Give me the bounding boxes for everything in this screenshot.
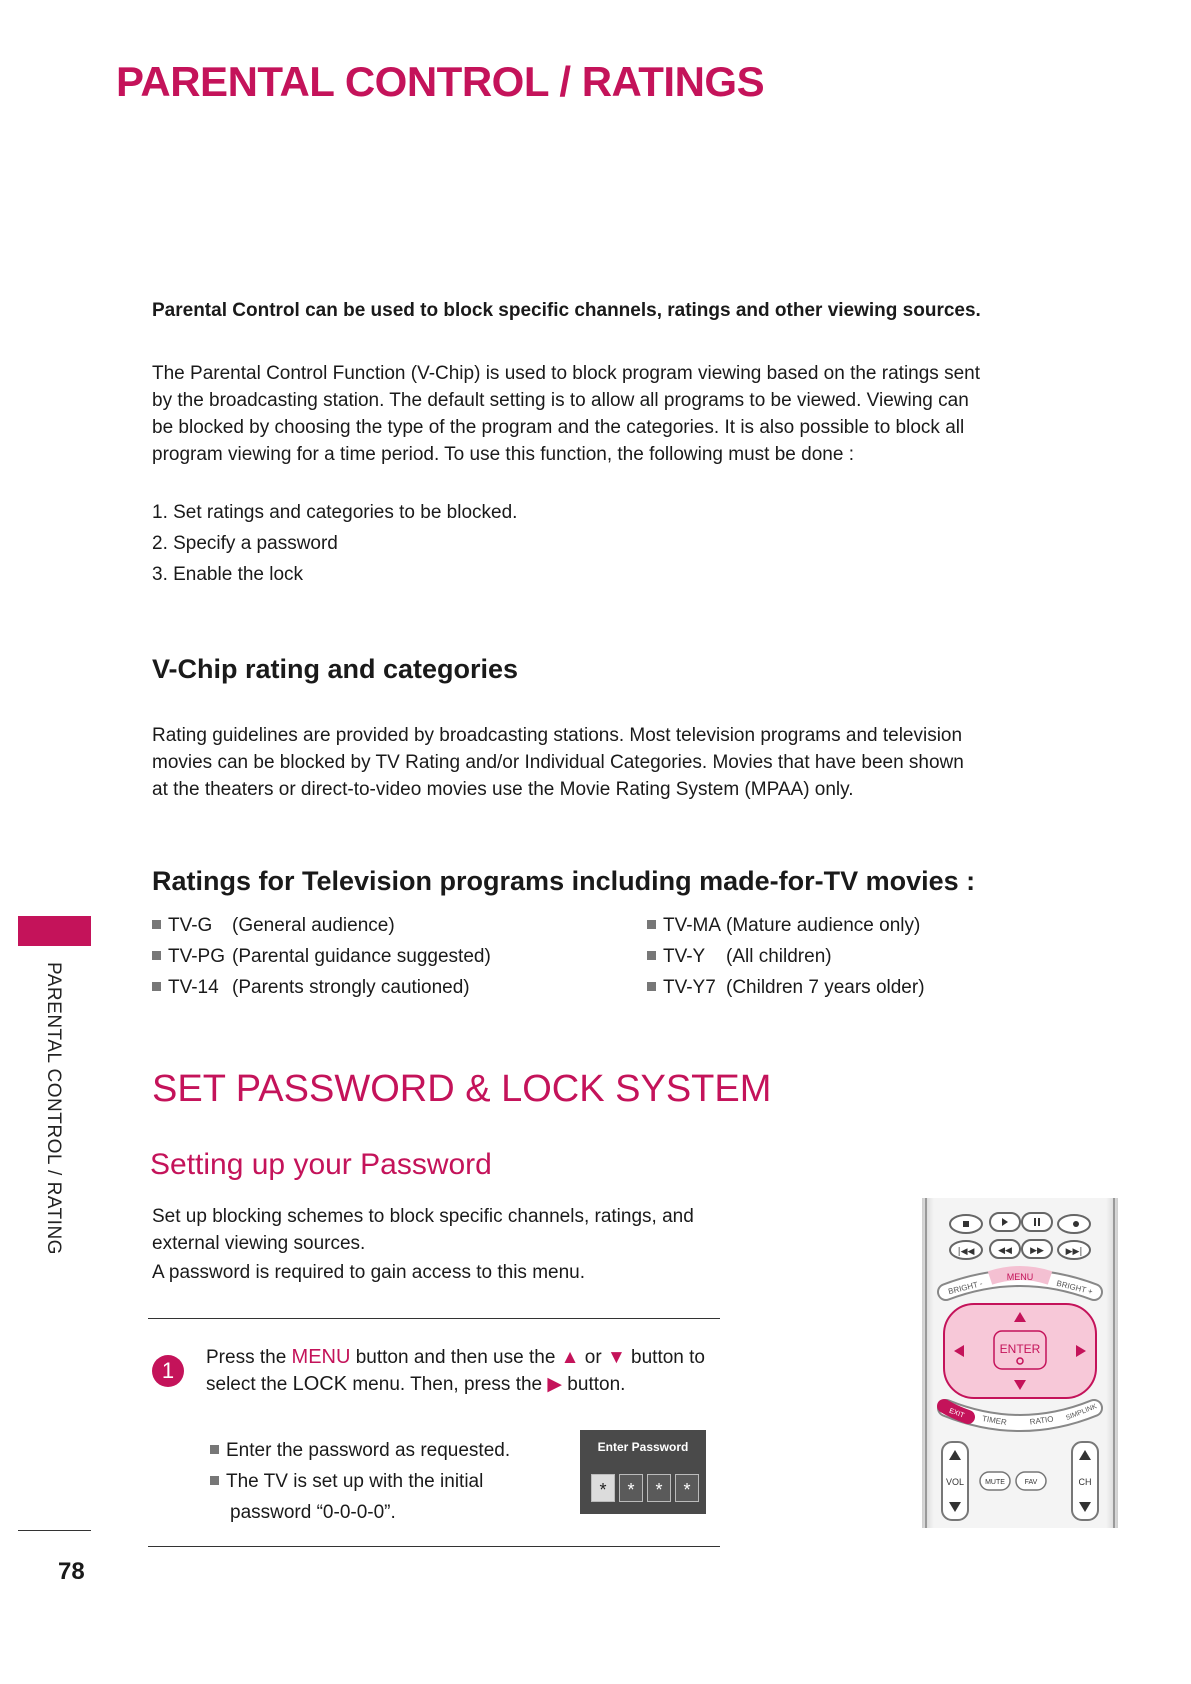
menu-keyword: MENU [291, 1346, 351, 1368]
enter-label: ENTER [999, 1342, 1041, 1356]
bullet-square [647, 951, 656, 960]
divider [148, 1546, 720, 1547]
rating-item [152, 915, 395, 937]
ratio-button[interactable]: RATIO [1029, 1414, 1055, 1427]
bullet-square [152, 951, 161, 960]
password-digit-field[interactable]: * [619, 1474, 643, 1502]
vol-label: VOL [945, 1477, 965, 1487]
bullet-square [210, 1476, 219, 1485]
bullet-text: The TV is set up with the initial [226, 1471, 484, 1492]
rating-code: TV-Y7 [663, 977, 716, 998]
bullet-square [152, 982, 161, 991]
svg-text:▶▶: ▶▶ [1030, 1246, 1044, 1256]
step-instruction [206, 1344, 726, 1398]
osd-title: Enter Password [597, 1440, 689, 1454]
section-subtitle: Setting up your Password [150, 1148, 492, 1181]
rating-item [647, 977, 925, 999]
password-digit-field[interactable]: * [675, 1474, 699, 1502]
simplink-button[interactable]: SIMPLINK [1064, 1403, 1098, 1422]
rating-code: TV-G [168, 915, 213, 936]
vchip-paragraph: Rating guidelines are provided by broadcasting stations. Most television programs and television movies can be blocked by TV Rating and/or Individual Categories. Movies that have been shown at the theaters or direct-to-video movies use the Movie Rating System (MPAA) only. [152, 725, 964, 800]
page-number: 78 [58, 1558, 85, 1585]
up-arrow-icon: ▲ [560, 1347, 580, 1368]
intro-bold-text: Parental Control can be used to block specific channels, ratings and other viewing sources. [152, 300, 981, 321]
mute-label: MUTE [985, 1479, 1005, 1486]
password-description: Set up blocking schemes to block specific channels, ratings, and external viewing sources. [152, 1206, 694, 1254]
rating-desc: (Children 7 years older) [726, 977, 925, 998]
bullet-square [647, 982, 656, 991]
pause-button[interactable] [1022, 1213, 1052, 1231]
sidebar-divider [18, 1530, 91, 1531]
bullet-text: Enter the password as requested. [226, 1440, 511, 1461]
step-text: menu. Then, press the [347, 1374, 548, 1395]
bullet-item [210, 1471, 483, 1493]
step-text: button to select the [206, 1347, 705, 1395]
rating-code: TV-Y [663, 946, 706, 967]
divider [148, 1318, 720, 1319]
rating-desc: (Mature audience only) [726, 915, 921, 936]
rating-item [647, 915, 920, 937]
password-requirement: A password is required to gain access to this menu. [152, 1262, 586, 1283]
step-text: button and then use the [350, 1347, 561, 1368]
record-icon [1073, 1221, 1079, 1227]
rating-code: TV-MA [663, 915, 722, 936]
intro-step-1: 1. Set ratings and categories to be blocked. [152, 502, 518, 523]
tv-ratings-heading: Ratings for Television programs including made-for-TV movies : [152, 866, 976, 896]
rating-desc: (All children) [726, 946, 832, 967]
bullet-square [152, 920, 161, 929]
vchip-heading: V-Chip rating and categories [152, 654, 519, 684]
password-digit-field[interactable]: * [591, 1474, 615, 1502]
bright-minus-label[interactable]: BRIGHT - [947, 1278, 984, 1297]
rating-desc: (Parents strongly cautioned) [232, 977, 470, 998]
svg-text:◀◀: ◀◀ [998, 1246, 1012, 1256]
side-tab-marker [18, 916, 91, 946]
password-digit-field[interactable]: * [647, 1474, 671, 1502]
rating-desc: (General audience) [232, 915, 395, 936]
page-title: PARENTAL CONTROL / RATINGS [116, 58, 765, 105]
sidebar-section-label: PARENTAL CONTROL / RATING [43, 962, 64, 1255]
rating-item [647, 946, 832, 968]
stop-icon [963, 1221, 969, 1227]
step-text: Press the [206, 1347, 292, 1368]
intro-step-2: 2. Specify a password [152, 533, 338, 554]
pause-icon [1034, 1218, 1036, 1226]
enter-password-osd [580, 1430, 706, 1514]
bullet-continuation: password “0-0-0-0”. [230, 1502, 396, 1523]
menu-label: MENU [1006, 1272, 1034, 1282]
rating-item [152, 977, 470, 999]
exit-label: EXIT [948, 1407, 966, 1420]
rating-code: TV-PG [168, 946, 226, 967]
remote-control-illustration [922, 1198, 1118, 1528]
step-text: button. [562, 1374, 626, 1395]
intro-paragraph: The Parental Control Function (V-Chip) is used to block program viewing based on the ratings sent by the broadcasting station. The default setting is to allow all programs to be viewed. Viewing can be blocked by choosing the type of the program and the categories. It is also possible to block all program viewing for a time period. To use this function, the following must be done : [152, 363, 980, 465]
bullet-square [210, 1445, 219, 1454]
lock-keyword: LOCK [292, 1373, 348, 1395]
fav-label: FAV [1024, 1479, 1038, 1486]
step-text: or [579, 1347, 607, 1368]
timer-button[interactable]: TIMER [981, 1413, 1008, 1428]
svg-text:▶▶|: ▶▶| [1065, 1247, 1083, 1257]
bright-plus-label[interactable]: BRIGHT + [1055, 1278, 1094, 1297]
bullet-square [647, 920, 656, 929]
svg-text:|◀◀: |◀◀ [957, 1247, 975, 1257]
intro-step-3: 3. Enable the lock [152, 564, 304, 585]
ch-label: CH [1078, 1477, 1092, 1487]
right-arrow-icon: ▶ [547, 1374, 563, 1395]
rating-code: TV-14 [168, 977, 219, 998]
bullet-item [210, 1440, 510, 1462]
down-arrow-icon: ▼ [606, 1347, 626, 1368]
rating-desc: (Parental guidance suggested) [232, 946, 491, 967]
rating-item [152, 946, 491, 968]
section-title: SET PASSWORD & LOCK SYSTEM [152, 1068, 772, 1110]
step-number: 1 [152, 1355, 184, 1387]
